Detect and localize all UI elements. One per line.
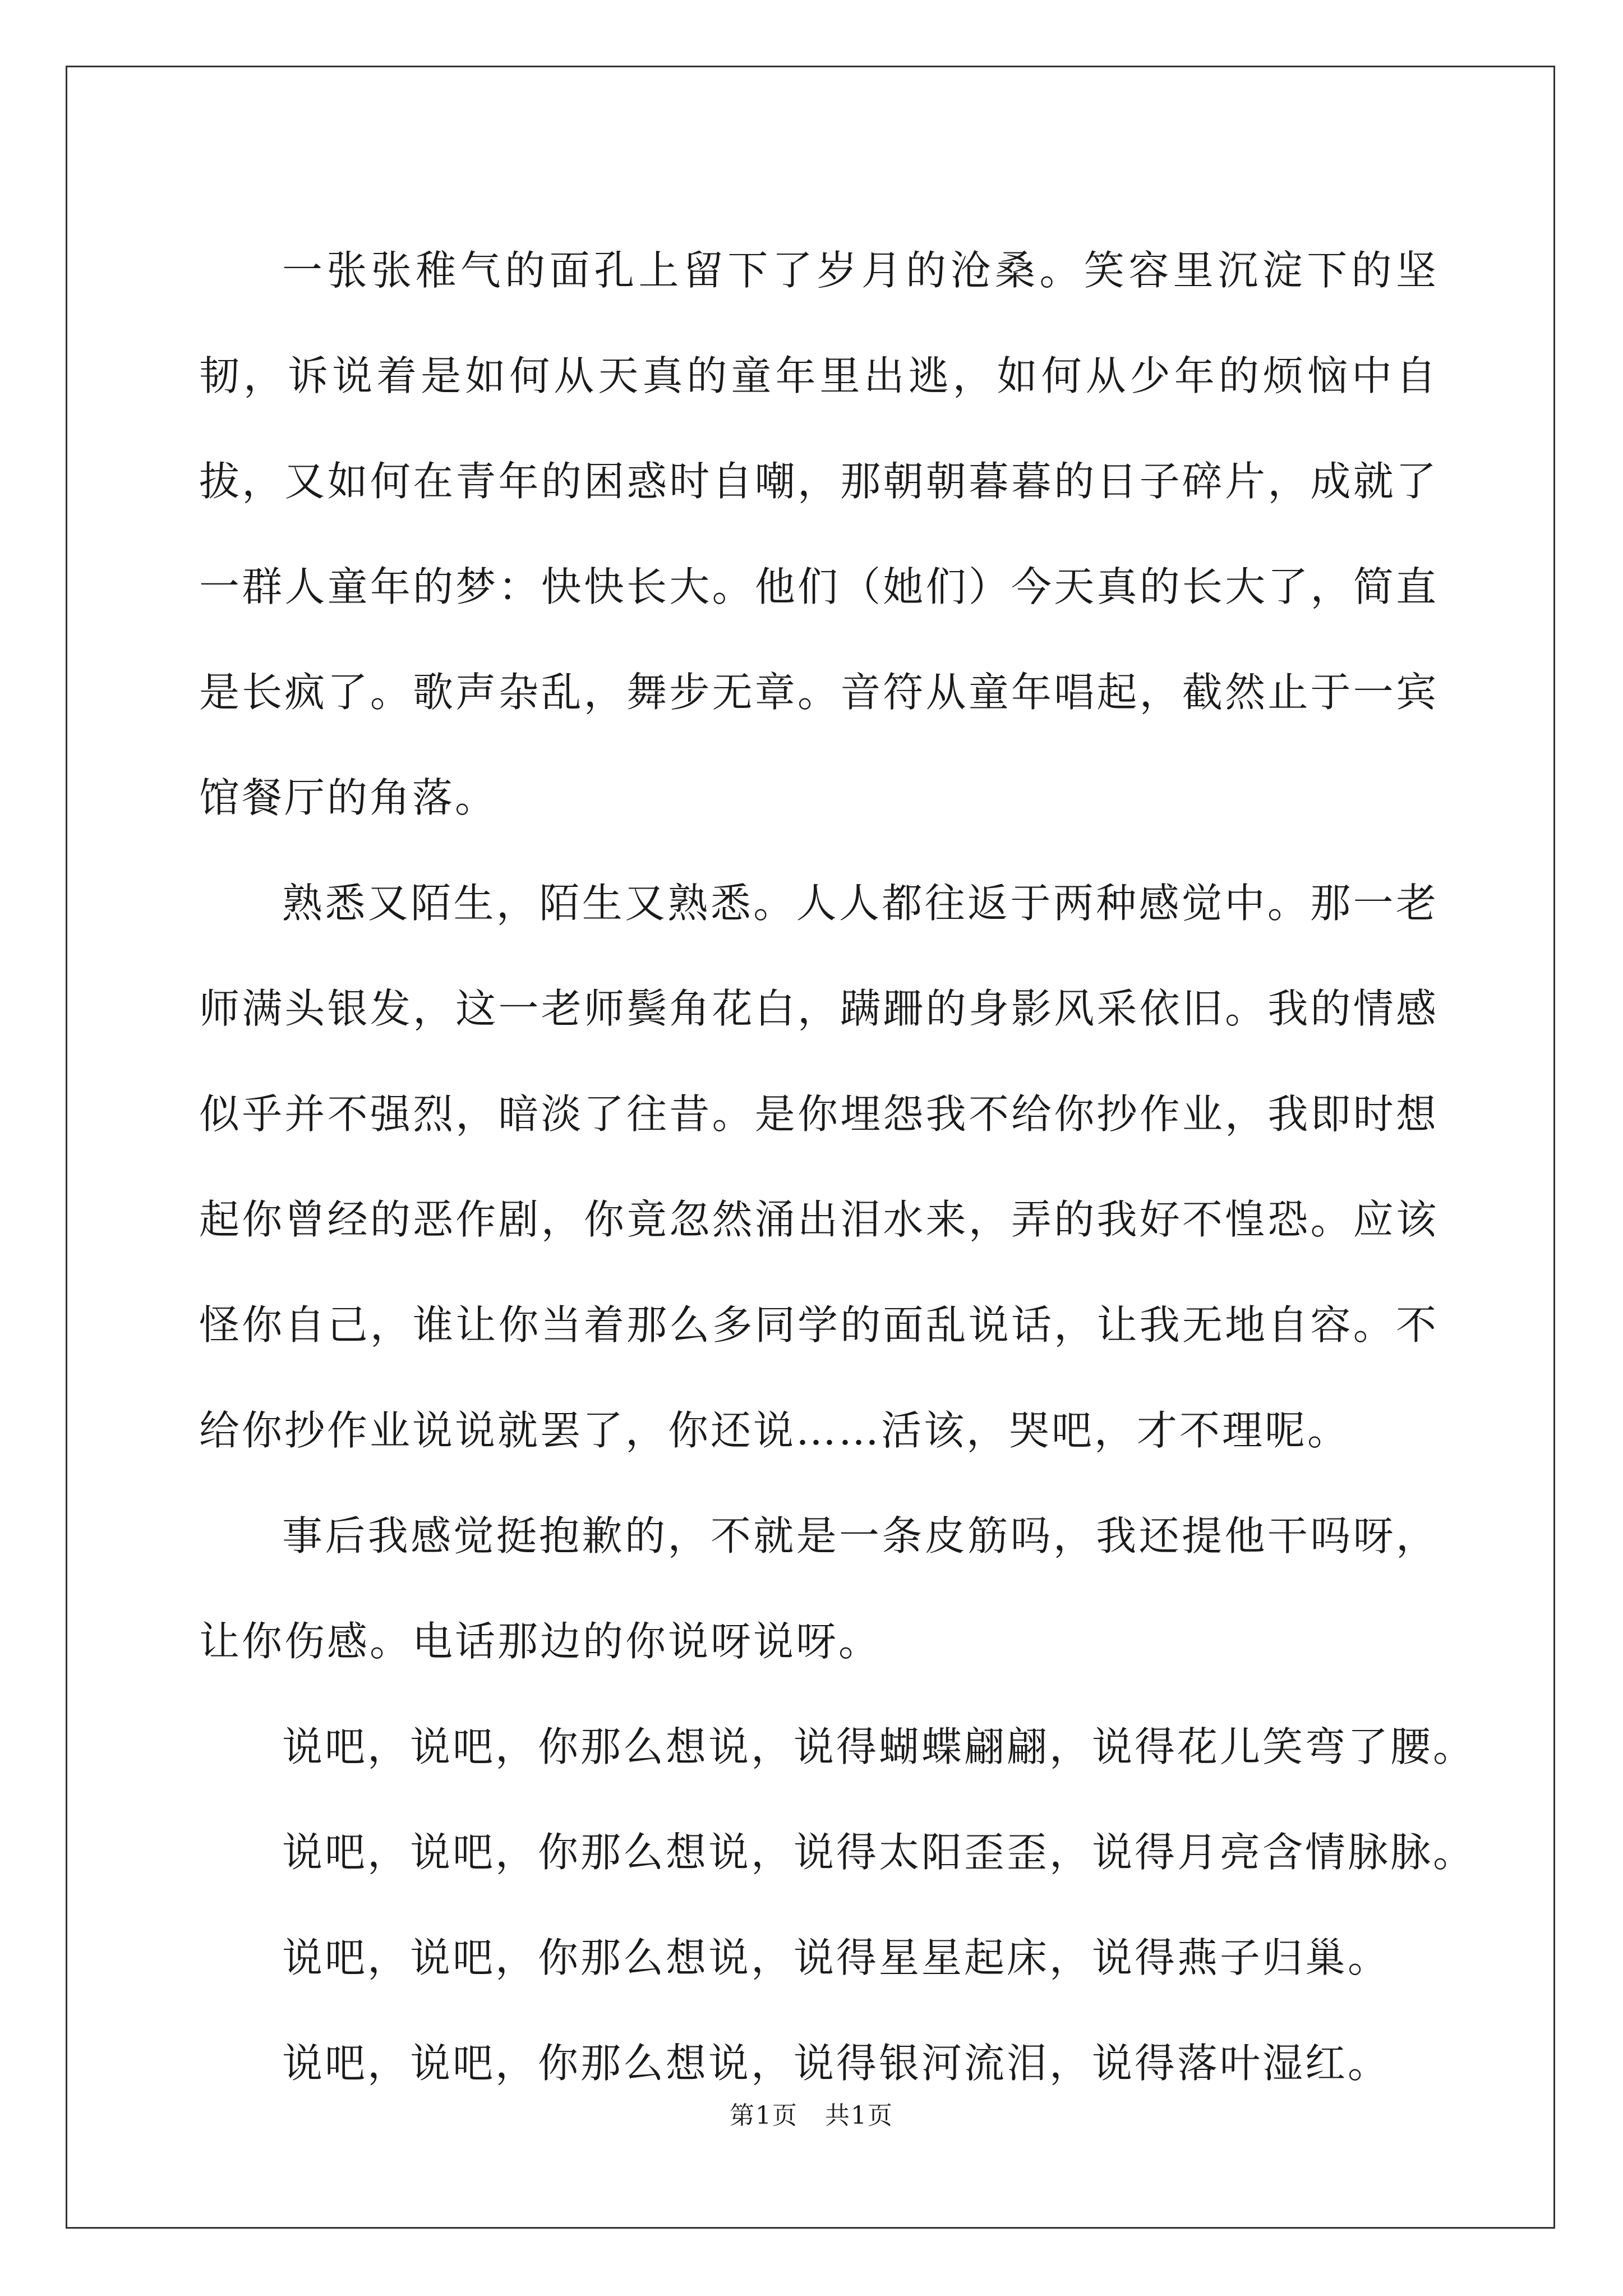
page-number: 第1页 共1页	[730, 2101, 893, 2130]
paragraph-2: 熟悉又陌生，陌生又熟悉。人人都往返于两种感觉中。那一老师满头银发，这一老师鬓角花白，蹒跚的身影风采依旧。我的情感似乎并不强烈，暗淡了往昔。是你埋怨我不给你抄作业，我即时想起你曾经的恶作剧，你竟忽然涌出泪水来，弄的我好不惶恐。应该怪你自己，谁让你当着那么多同学的面乱说话，让我无地自容。不给你抄作业说说就罢了，你还说……活该，哭吧，才不理呢。	[199, 880, 1438, 1454]
paragraph-3: 事后我感觉挺抱歉的，不就是一条皮筋吗，我还提他干吗呀，让你伤感。电话那边的你说呀说呀。	[199, 1512, 1438, 1665]
verse-line-4: 说吧，说吧，你那么想说，说得银河流泪，说得落叶湿红。	[282, 2040, 1391, 2087]
verse-line-1: 说吧，说吧，你那么想说，说得蝴蝶翩翩，说得花儿笑弯了腰。	[282, 1723, 1476, 1770]
verse-line-2: 说吧，说吧，你那么想说，说得太阳歪歪，说得月亮含情脉脉。	[282, 1829, 1476, 1876]
verse-line-3: 说吧，说吧，你那么想说，说得星星起床，说得燕子归巢。	[282, 1934, 1391, 1981]
page-footer	[0, 2095, 1623, 2131]
paragraph-1: 一张张稚气的面孔上留下了岁月的沧桑。笑容里沉淀下的坚韧，诉说着是如何从天真的童年里出逃，如何从少年的烦恼中自拔，又如何在青年的困惑时自嘲，那朝朝暮暮的日子碎片，成就了一群人童年的梦：快快长大。他们（她们）今天真的长大了，简直是长疯了。歌声杂乱，舞步无章。音符从童年唱起，截然止于一宾馆餐厅的角落。	[199, 247, 1438, 821]
document-body	[199, 218, 1476, 2116]
